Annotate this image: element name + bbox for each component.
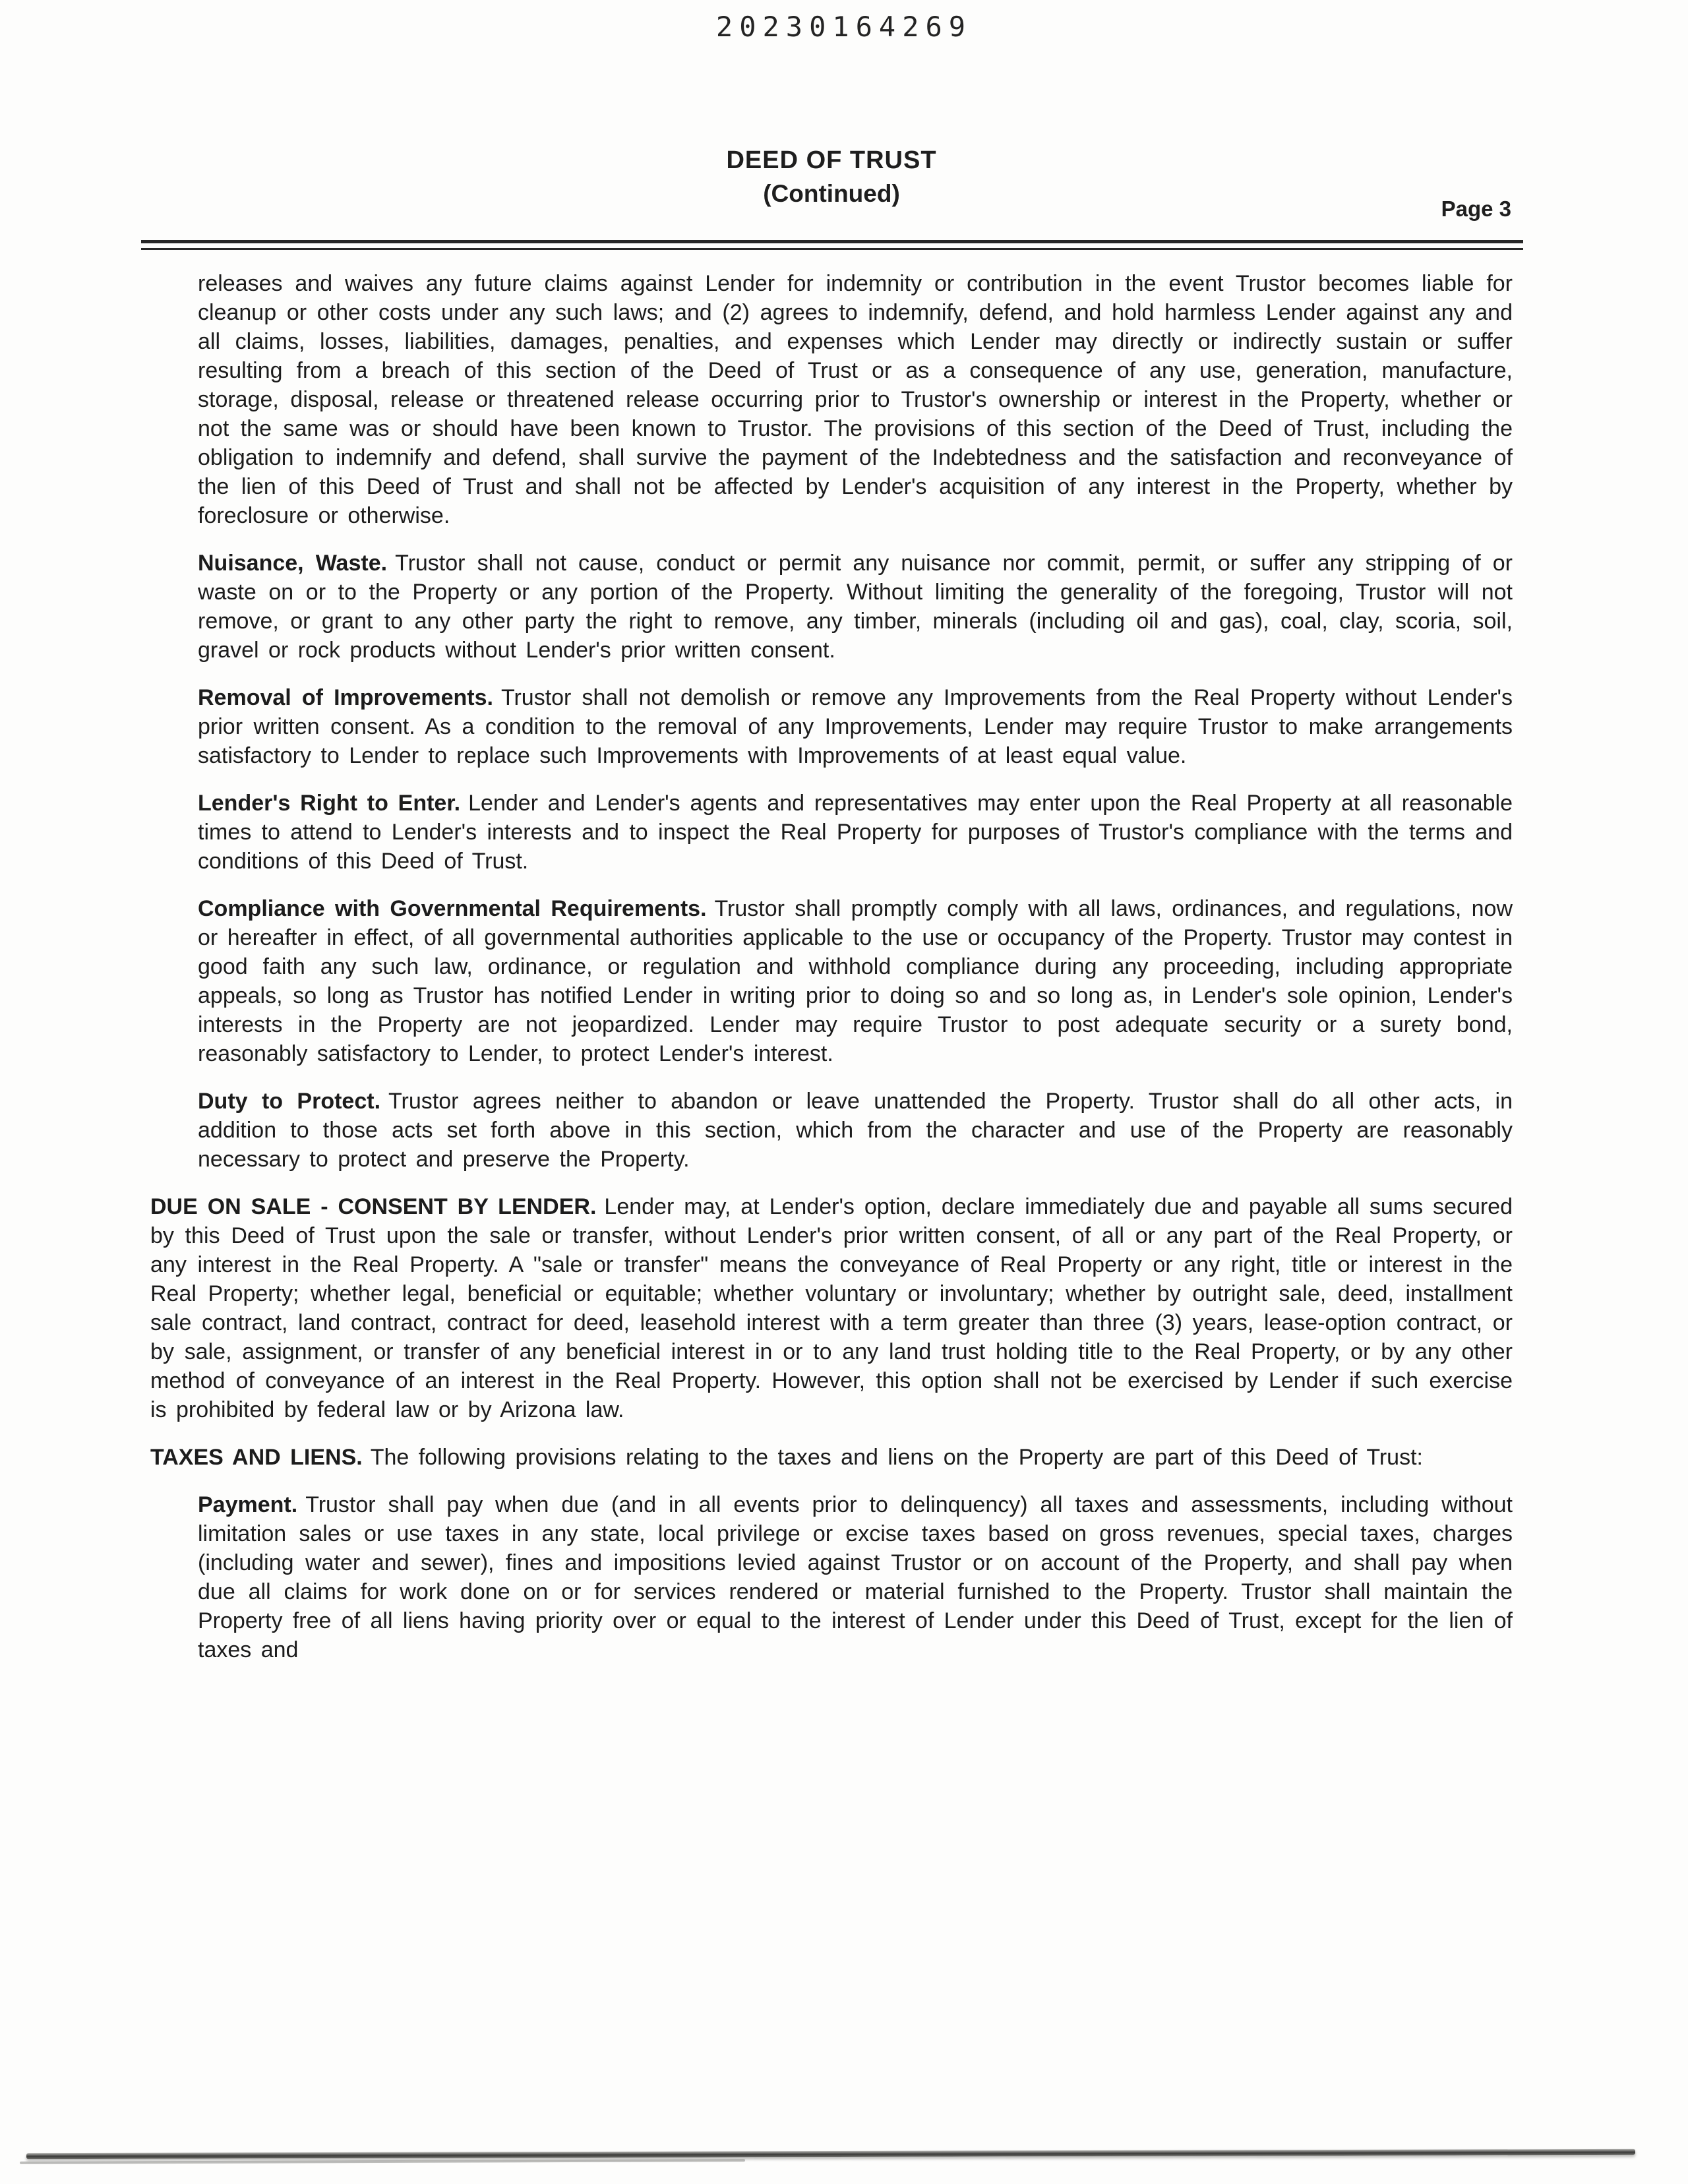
paragraph-text: releases and waives any future claims against Lender for indemnity or contribution in the event Trustor becomes liable for cleanup or other costs under any such laws; and (2) agrees to indemnify, defend, and hold harmless Lender against any and all claims, losses, liabilities, damages, penalties, and expenses which Lender may directly or indirectly sustain or suffer resulting from a breach of this section of the Deed of Trust or as a consequence of any use, generation, manufacture, storage, disposal, release or threatened release occurring prior to Trustor's ownership or interest in the Property, whether or not the same was or should have been known to Trustor. The provisions of this section of the Deed of Trust, including the obligation to indemnify and defend, shall survive the payment of the Indebtedness and the satisfaction and reconveyance of the lien of this Deed of Trust and shall not be affected by Lender's acquisition of any interest in the Property, whether by foreclosure or otherwise.: [198, 271, 1513, 528]
paragraph-text: Trustor shall pay when due (and in all events prior to delinquency) all taxes and assessments, including without limitation sales or use taxes in any state, local privilege or excise taxes based on gross revenues, special taxes, charges (including water and sewer), fines and impositions levied against Trustor or on account of the Property, and shall pay when due all claims for work done on or for services rendered or material furnished to the Property. Trustor shall maintain the Property free of all liens having priority over or equal to the interest of Lender under this Deed of Trust, except for the lien of taxes and: [198, 1492, 1513, 1662]
para-hazardous-substances-continuation: [198, 269, 1513, 530]
header-rule-top: [141, 240, 1523, 243]
paragraph-text: Trustor shall not cause, conduct or permit any nuisance nor commit, permit, or suffer any stripping of or waste on or to the Property or any portion of the Property. Without limiting the generality of the foregoing, Trustor will not remove, or grant to any other party the right to remove, any timber, minerals (including oil and gas), coal, clay, scoria, soil, gravel or rock products without Lender's prior written consent.: [198, 551, 1513, 663]
document-title: DEED OF TRUST: [726, 146, 937, 174]
paragraph-lead: DUE ON SALE - CONSENT BY LENDER.: [150, 1194, 597, 1219]
title-block: [150, 146, 1513, 208]
paragraph-lead: Lender's Right to Enter.: [198, 791, 461, 816]
para-compliance-governmental-requirements: [198, 894, 1513, 1068]
paragraph-text: Lender and Lender's agents and representatives may enter upon the Real Property at all reasonable times to attend to Lender's interests and to inspect the Real Property for purposes of Trustor's compliance with the terms and conditions of this Deed of Trust.: [198, 791, 1513, 874]
paragraph-lead: Nuisance, Waste.: [198, 551, 388, 576]
para-due-on-sale-consent-by-lender: [150, 1192, 1513, 1424]
para-payment: [198, 1490, 1513, 1664]
para-nuisance-waste: [198, 549, 1513, 665]
scan-artifact-line-secondary: [20, 2159, 745, 2164]
paragraph-text: Trustor agrees neither to abandon or leave unattended the Property. Trustor shall do all other acts, in addition to those acts set forth above in this section, which from the character and use of the Property are reasonably necessary to protect and preserve the Property.: [198, 1089, 1513, 1172]
paragraph-lead: Payment.: [198, 1492, 298, 1517]
scan-artifact-line: [26, 2149, 1635, 2159]
para-lenders-right-to-enter: [198, 789, 1513, 876]
paragraph-text: Trustor shall not demolish or remove any Improvements from the Real Property without Lender's prior written consent. As a condition to the removal of any Improvements, Lender may require Trustor to make arrangements satisfactory to Lender to replace such Improvements with Improvements of at least equal value.: [198, 685, 1513, 768]
paragraph-text: Trustor shall promptly comply with all laws, ordinances, and regulations, now or hereafter in effect, of all governmental authorities applicable to the use or occupancy of the Property. Trustor may contest in good faith any such law, ordinance, or regulation and withhold compliance during any proceeding, including appropriate appeals, so long as Trustor has notified Lender in writing prior to doing so and so long as, in Lender's sole opinion, Lender's interests in the Property are not jeopardized. Lender may require Trustor to post adequate security or a surety bond, reasonably satisfactory to Lender, to protect Lender's interest.: [198, 896, 1513, 1066]
paragraph-text: The following provisions relating to the taxes and liens on the Property are part of this Deed of Trust:: [370, 1445, 1423, 1470]
document-number: 20230164269: [715, 11, 973, 43]
paragraph-lead: Duty to Protect.: [198, 1089, 381, 1114]
para-duty-to-protect: [198, 1087, 1513, 1174]
document-body: [150, 269, 1513, 1683]
paragraph-lead: Removal of Improvements.: [198, 685, 493, 710]
page-header: [150, 146, 1513, 223]
para-taxes-and-liens: [150, 1443, 1513, 1472]
header-rule-bottom: [141, 248, 1523, 250]
paragraph-text: Lender may, at Lender's option, declare immediately due and payable all sums secured by this Deed of Trust upon the sale or transfer, without Lender's prior written consent, of all or any part of the Real Property, or any interest in the Real Property. A "sale or transfer" means the conveyance of Real Property or any right, title or interest in the Real Property; whether legal, beneficial or equitable; whether voluntary or involuntary; whether by outright sale, deed, installment sale contract, land contract, contract for deed, leasehold interest with a term greater than three (3) years, lease-option contract, or by sale, assignment, or transfer of any beneficial interest in or to any land trust holding title to the Real Property, or by any other method of conveyance of an interest in the Real Property. However, this option shall not be exercised by Lender if such exercise is prohibited by federal law or by Arizona law.: [150, 1194, 1513, 1422]
para-removal-of-improvements: [198, 683, 1513, 770]
page-number-label: Page 3: [1441, 197, 1511, 221]
paragraph-lead: TAXES AND LIENS.: [150, 1445, 363, 1470]
document-subtitle: (Continued): [763, 180, 900, 207]
paragraph-lead: Compliance with Governmental Requirements.: [198, 896, 707, 921]
